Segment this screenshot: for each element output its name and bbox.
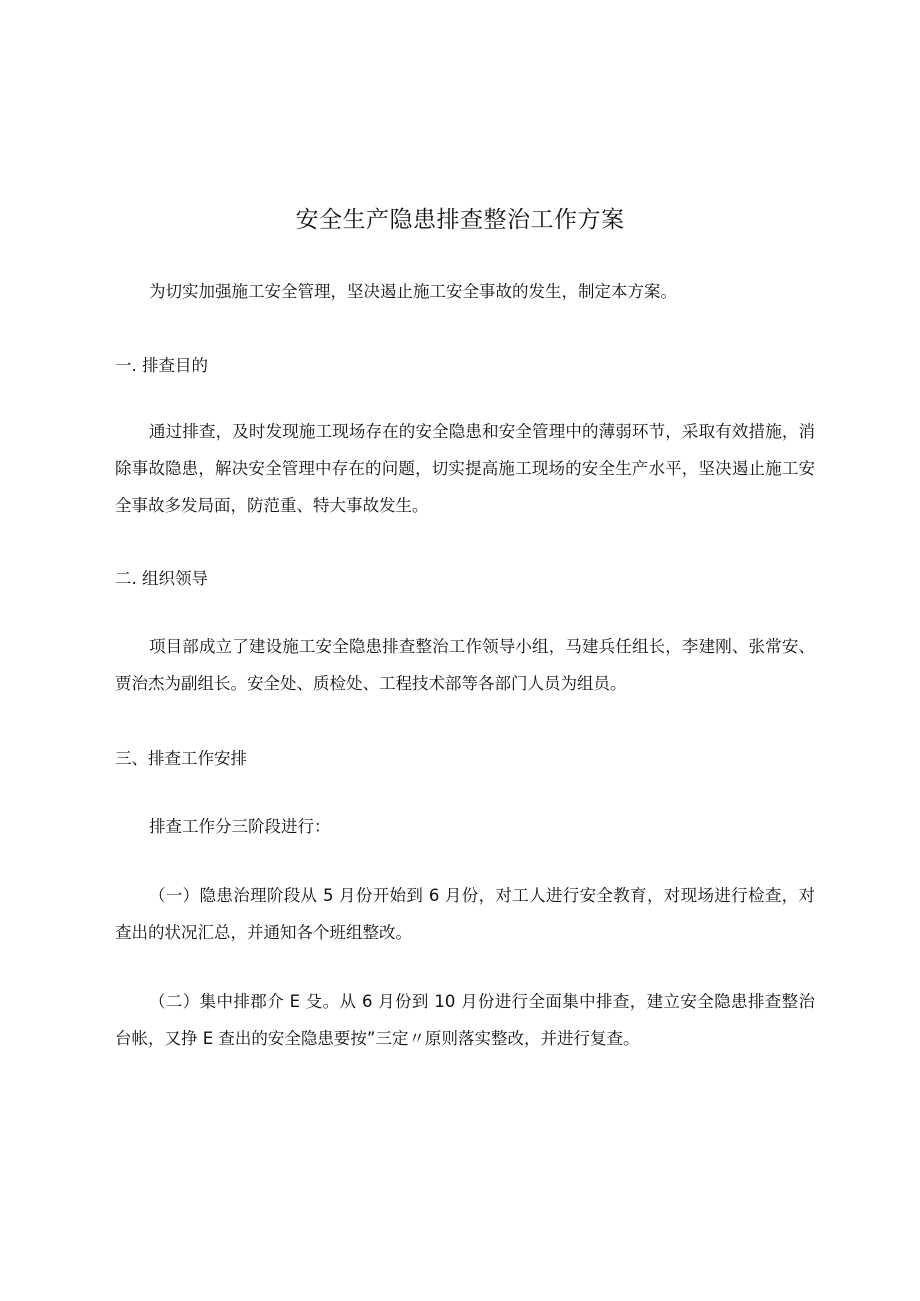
section-heading-organization: 二. 组织领导: [115, 569, 208, 588]
document-title: 安全生产隐患排查整治工作方案: [295, 207, 625, 233]
stage-one-paragraph: （一）隐患治理阶段从 5 月份开始到 6 月份，对工人进行安全教育，对现场进行检查，对查出的状况汇总，并通知各个班组整改。: [115, 886, 815, 942]
purpose-paragraph: 通过排查，及时发现施工现场存在的安全隐患和安全管理中的薄弱环节，采取有效措施，消除事故隐患，解决安全管理中存在的问题，切实提高施工现场的安全生产水平，坚决遏止施工安全事故多发局面，防范重、特大事故发生。: [115, 422, 815, 515]
section-heading-arrangement: 三、排查工作安排: [115, 749, 247, 768]
stage-two-paragraph: （二）集中排郡介 E 殳。从 6 月份到 10 月份进行全面集中排查，建立安全隐患排查整治台帐，又挣 E 查出的安全隐患要按”三定〃原则落实整改，并进行复查。: [115, 992, 815, 1048]
arrangement-intro-paragraph: 排查工作分三阶段进行：: [149, 817, 331, 836]
organization-paragraph: 项目部成立了建设施工安全隐患排查整治工作领导小组，马建兵任组长，李建刚、张常安、贾治杰为副组长。安全处、质检处、工程技术部等各部门人员为组员。: [115, 637, 815, 693]
intro-paragraph: 为切实加强施工安全管理，坚决遏止施工安全事故的发生，制定本方案。: [149, 282, 677, 301]
section-heading-purpose: 一. 排查目的: [115, 356, 208, 375]
